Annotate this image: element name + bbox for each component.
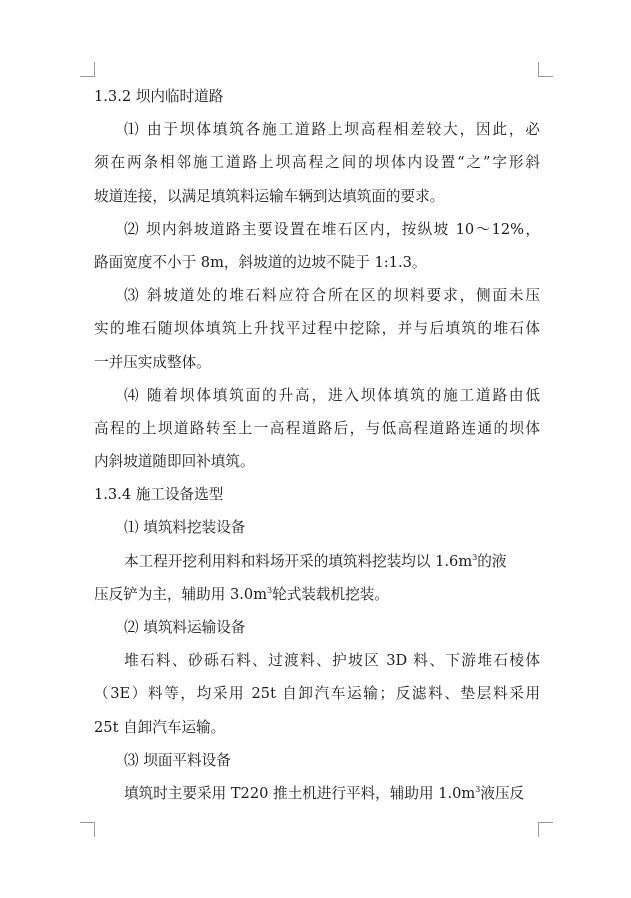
- paragraph-line: ⑷ 随着坝体填筑面的升高，进入坝体填筑的施工道路由低: [124, 386, 540, 404]
- corner-mark-bottom-right: [538, 822, 553, 837]
- corner-mark-top-left: [80, 62, 95, 77]
- text-run: 填筑时主要采用 T220 推土机进行平料，辅助用 1.0m: [124, 784, 476, 802]
- paragraph-line: ⑵ 坝内斜坡道路主要设置在堆石区内，按纵坡 10～12%，: [124, 220, 540, 238]
- document-body: [94, 80, 540, 810]
- paragraph-line: 内斜坡道随即回补填筑。: [94, 453, 255, 471]
- subsection-title: ⑶ 坝面平料设备: [124, 751, 231, 769]
- text-run: 液压反: [480, 784, 525, 802]
- subsection-title: ⑴ 填筑料挖装设备: [124, 519, 246, 537]
- paragraph-line: [94, 777, 540, 810]
- paragraph-line: （3E）料等，均采用 25t 自卸汽车运输；反滤料、垫层料采用: [94, 685, 540, 703]
- text-run: 本工程开挖利用料和料场开采的填筑料挖装均以 1.6m: [124, 552, 473, 570]
- paragraph-line: 25t 自卸汽车运输。: [94, 718, 226, 736]
- paragraph-line: 堆石料、砂砾石料、过渡料、护坡区 3D 料、下游堆石棱体: [124, 652, 540, 670]
- paragraph-line: 坡道连接，以满足填筑料运输车辆到达填筑面的要求。: [94, 187, 445, 205]
- paragraph-line: ⑶ 斜坡道处的堆石料应符合所在区的坝料要求，侧面未压: [124, 287, 540, 305]
- superscript: 3: [267, 585, 273, 595]
- text-run: 的液: [477, 552, 507, 570]
- paragraph-line: 高程的上坝道路转至上一高程道路后，与低高程道路连通的坝体: [94, 419, 540, 437]
- superscript: 3: [472, 552, 478, 562]
- text-run: 压反铲为主，辅助用 3.0m: [94, 585, 268, 603]
- paragraph-line: ⑴ 由于坝体填筑各施工道路上坝高程相差较大，因此，必: [124, 121, 540, 139]
- superscript: 3: [475, 784, 481, 794]
- subsection-title: ⑵ 填筑料运输设备: [124, 619, 246, 636]
- paragraph-line: [94, 545, 540, 578]
- paragraph-line: [94, 578, 540, 611]
- corner-mark-bottom-left: [80, 822, 95, 837]
- section-heading: 1.3.4 施工设备选型: [94, 486, 224, 504]
- paragraph-line: 一并压实成整体。: [94, 353, 211, 371]
- paragraph-line: 路面宽度不小于 8m，斜坡道的边坡不陡于 1:1.3。: [94, 253, 427, 271]
- section-heading: 1.3.2 坝内临时道路: [94, 88, 224, 105]
- corner-mark-top-right: [538, 62, 553, 77]
- paragraph-line: 实的堆石随坝体填筑上升找平过程中挖除，并与后填筑的堆石体: [94, 320, 540, 338]
- paragraph-line: 须在两条相邻施工道路上坝高程之间的坝体内设置“之”字形斜: [94, 154, 540, 172]
- text-run: 轮式装载机挖装。: [272, 585, 389, 603]
